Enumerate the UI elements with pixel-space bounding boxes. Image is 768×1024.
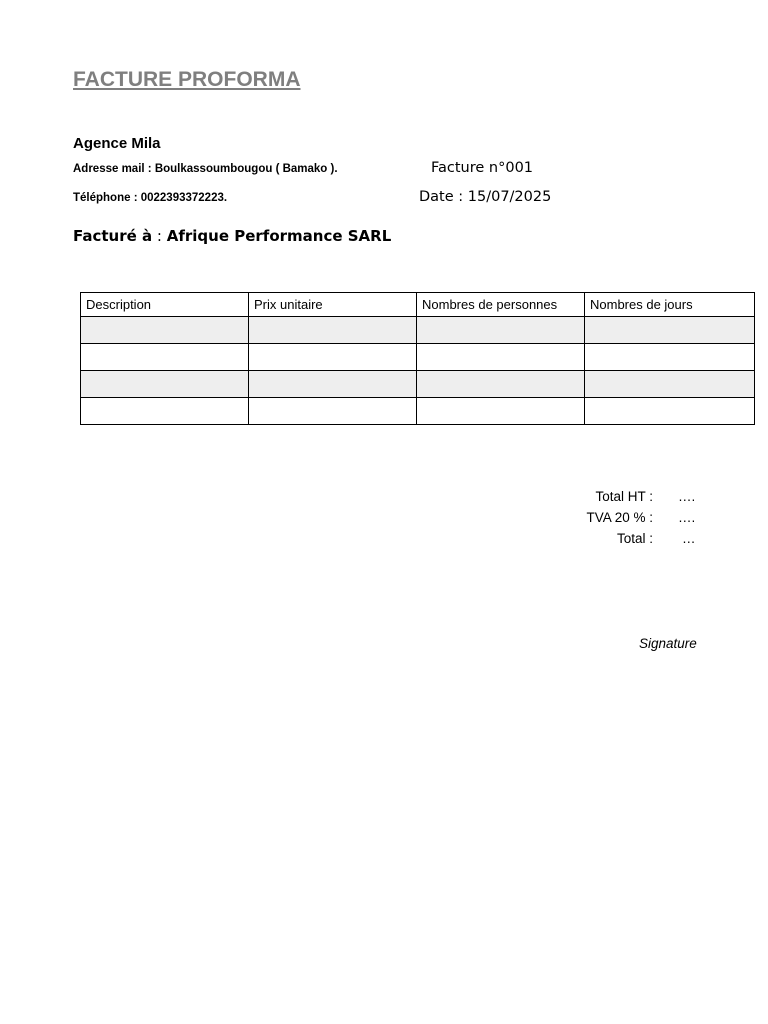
column-header-persons: Nombres de personnes	[417, 293, 585, 317]
table-cell	[81, 344, 249, 371]
column-header-description: Description	[81, 293, 249, 317]
table-cell	[81, 317, 249, 344]
table-cell	[585, 344, 755, 371]
table-cell	[249, 317, 417, 344]
invoice-title: FACTURE PROFORMA	[73, 68, 301, 91]
table-cell	[417, 398, 585, 425]
tva-label: TVA 20 % :	[586, 510, 653, 525]
table-cell	[417, 317, 585, 344]
table-cell	[81, 398, 249, 425]
table-cell	[249, 398, 417, 425]
table-row	[81, 344, 755, 371]
invoice-date: Date : 15/07/2025	[419, 189, 552, 205]
column-header-days: Nombres de jours	[585, 293, 755, 317]
table-cell	[585, 317, 755, 344]
column-header-unit-price: Prix unitaire	[249, 293, 417, 317]
table-cell	[417, 344, 585, 371]
invoice-number: Facture n°001	[431, 160, 534, 176]
total-value: …	[682, 531, 696, 546]
table-header-row	[81, 293, 755, 317]
table-row	[81, 317, 755, 344]
table-cell	[585, 398, 755, 425]
table-row	[81, 398, 755, 425]
total-ht-value: ….	[678, 489, 696, 504]
table-cell	[81, 371, 249, 398]
agency-phone: Téléphone : 0022393372223.	[73, 192, 228, 204]
billed-to-label: Facturé à	[73, 227, 153, 245]
agency-name: Agence Mila	[73, 135, 161, 152]
table-row	[81, 371, 755, 398]
tva-value: ….	[678, 510, 696, 525]
total-label: Total :	[616, 531, 653, 546]
table-cell	[417, 371, 585, 398]
signature-label: Signature	[639, 636, 697, 651]
total-ht-label: Total HT :	[595, 489, 653, 504]
table-cell	[585, 371, 755, 398]
billed-to-separator: :	[152, 227, 167, 245]
agency-address: Adresse mail : Boulkassoumbougou ( Bamako ).	[73, 163, 338, 175]
billed-to-client: Afrique Performance SARL	[166, 227, 392, 245]
table-cell	[249, 371, 417, 398]
items-table	[80, 292, 755, 425]
table-cell	[249, 344, 417, 371]
billed-to	[73, 227, 391, 245]
